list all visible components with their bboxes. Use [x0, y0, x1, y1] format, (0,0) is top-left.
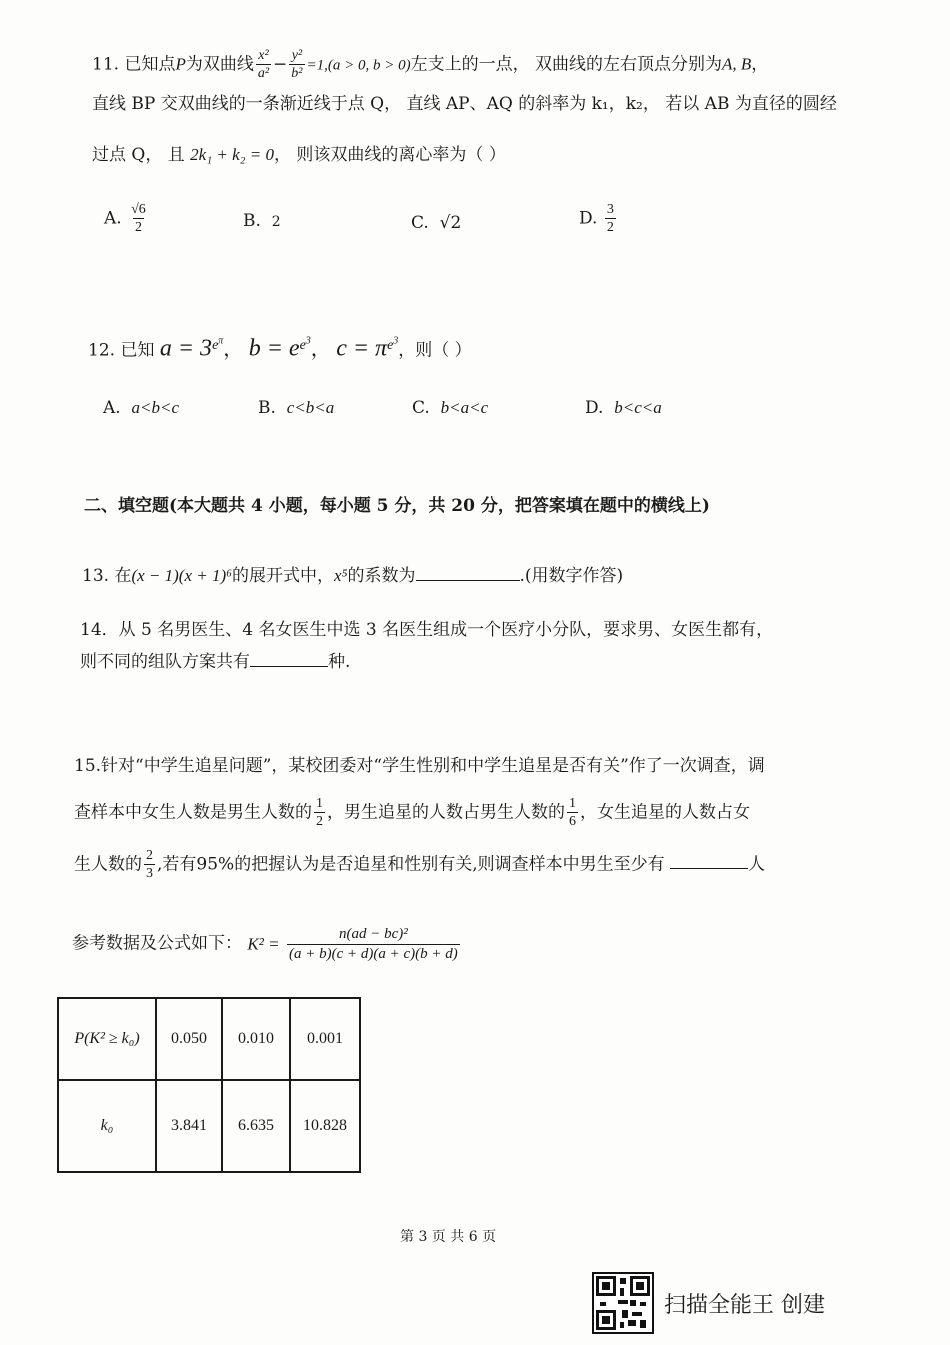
option-label: A.: [103, 398, 121, 418]
exp2: π: [218, 335, 224, 346]
q11-point-p: P: [175, 54, 186, 74]
q12-text: 已知: [120, 340, 155, 361]
q11-vertices: A, B: [722, 54, 752, 74]
option-value: a<b<c: [131, 398, 179, 417]
table-cell: 3.841: [156, 1080, 222, 1172]
scanner-watermark: 扫描全能王 创建: [664, 1293, 825, 1318]
table-cell: 6.635: [222, 1080, 290, 1172]
q15-frac-3: [144, 848, 155, 882]
option-label: B.: [258, 398, 276, 418]
reference-table-wrap: [57, 997, 361, 1173]
option-fraction: [605, 202, 616, 236]
option-fraction: [129, 202, 148, 236]
reference-formula: [72, 926, 462, 962]
q11-frac-x: [256, 48, 271, 82]
q12-text: ，则（ ）: [398, 340, 472, 361]
q14-line2: [80, 652, 350, 671]
q11-text: 过点 Q， 且: [92, 145, 185, 165]
q12-option-d: [585, 399, 662, 417]
q15-line3: [74, 848, 765, 882]
minus-sign: −: [273, 54, 288, 75]
q13-x5: x⁵: [334, 566, 348, 585]
frac-denominator: 2: [606, 220, 614, 236]
q15-frac-1: [314, 796, 325, 830]
q11-text: 左支上的一点， 双曲线的左右顶点分别为: [410, 54, 723, 75]
q12-number: 12.: [88, 340, 116, 361]
qr-module: [632, 1312, 642, 1316]
option-value: c<b<a: [286, 398, 335, 417]
reference-table: [57, 997, 361, 1173]
exp: e: [212, 337, 219, 353]
frac-numerator: x²: [258, 48, 269, 63]
q12-c-exp: [387, 335, 399, 353]
frac-denominator: (a + b)(c + d)(a + c)(b + d): [288, 945, 458, 962]
section-heading: 二、填空题(本大题共 4 小题，每小题 5 分，共 20 分，把答案填在题中的横线上): [84, 496, 710, 516]
answer-blank[interactable]: [416, 566, 520, 581]
frac-numerator: 1: [316, 796, 323, 811]
qr-module: [620, 1288, 624, 1296]
q15-line1: 15.针对“中学生追星问题”，某校团委对“学生性别和中学生追星是否有关”作了一次调查，调: [74, 756, 765, 776]
q11-equation: 2k₁ + k₂ = 0: [190, 145, 275, 164]
answer-blank[interactable]: [250, 652, 328, 667]
table-cell: 0.050: [156, 998, 222, 1080]
q13-expression: (x − 1)(x + 1)⁶: [131, 566, 233, 585]
q12-option-a: [103, 399, 179, 417]
frac-numerator: 3: [606, 202, 614, 217]
q11-option-c: [411, 215, 461, 232]
q15-text: ，女生追星的人数占女: [580, 802, 750, 823]
qr-module: [620, 1322, 624, 1328]
page-number: 第 3 页 共 6 页: [400, 1229, 497, 1245]
q15-text: ，男生追星的人数占男生人数的: [327, 802, 565, 823]
q11-option-b: [243, 213, 281, 230]
table-header-cell: k₀: [58, 1080, 156, 1172]
q11-frac-y: [289, 48, 304, 82]
q13-text: 的系数为: [347, 566, 416, 586]
qr-module: [600, 1302, 606, 1306]
q15-line2: [74, 796, 750, 830]
q13-number: 13.: [82, 566, 110, 586]
q12-b: b = e: [248, 335, 300, 362]
option-label: B.: [243, 211, 261, 231]
frac-denominator: 2: [134, 220, 142, 236]
frac-numerator: 2: [146, 848, 153, 863]
q12-a-exp: [212, 335, 224, 353]
option-label: C.: [411, 213, 429, 233]
q13-text: .(用数字作答): [519, 566, 624, 586]
q12-option-c: [412, 399, 488, 417]
q14-line1: 14．从 5 名男医生、4 名女医生中选 3 名医生组成一个医疗小分队，要求男、女医生都有，: [80, 620, 774, 640]
qr-corner: [596, 1310, 616, 1330]
qr-module: [640, 1302, 646, 1306]
q13-text: 的展开式中，: [232, 566, 335, 586]
sep: ，: [310, 336, 331, 361]
k2-symbol: K² =: [247, 934, 280, 954]
option-label: D.: [585, 398, 604, 418]
exp: e: [299, 337, 306, 353]
exp: e: [387, 337, 394, 353]
qr-corner: [596, 1276, 616, 1296]
sep: ，: [223, 336, 244, 361]
q11-condition: =1,(a > 0, b > 0): [306, 57, 411, 74]
qr-module: [622, 1310, 628, 1318]
reference-label: 参考数据及公式如下：: [72, 933, 242, 954]
q11-line3: [92, 146, 506, 164]
qr-module: [620, 1278, 626, 1284]
q15-frac-2: [567, 796, 578, 830]
qr-corner: [630, 1276, 650, 1296]
frac-numerator: √6: [131, 202, 146, 217]
q11-text: ， 则该双曲线的离心率为（ ）: [274, 145, 506, 165]
frac-denominator: b²: [291, 66, 303, 82]
qr-module: [640, 1320, 646, 1328]
q15-text: 人: [748, 854, 765, 875]
q14-text: 种.: [328, 652, 351, 672]
option-value: b<c<a: [614, 398, 662, 417]
q11-text: 已知点: [124, 54, 176, 75]
table-row: [58, 998, 360, 1080]
frac-denominator: 3: [146, 866, 153, 882]
q14-text: 则不同的组队方案共有: [80, 652, 250, 672]
frac-denominator: a²: [257, 66, 270, 82]
q11-text: 为双曲线: [185, 54, 254, 75]
q11-line2: 直线 BP 交双曲线的一条渐近线于点 Q， 直线 AP、AQ 的斜率为 k₁，k₂， 若以 AB 为直径的圆经: [92, 94, 837, 114]
q15-text: 查样本中女生人数是男生人数的: [74, 802, 312, 823]
qr-code-icon: [592, 1272, 654, 1334]
exp2: 3: [393, 335, 399, 346]
q11-option-a: [104, 202, 150, 236]
option-label: C.: [412, 398, 430, 418]
q13: [82, 566, 623, 585]
q11-option-d: [579, 202, 618, 236]
q15-text: 生人数的: [74, 854, 142, 875]
q12-c: c = π: [336, 335, 388, 362]
qr-module: [630, 1300, 636, 1306]
q13-text: 在: [114, 566, 132, 586]
q12-stem: [88, 336, 472, 360]
qr-module: [628, 1320, 636, 1326]
option-value: 2: [271, 214, 281, 230]
exp2: 3: [305, 335, 311, 346]
table-cell: 10.828: [290, 1080, 360, 1172]
option-value: b<a<c: [440, 398, 489, 417]
frac-numerator: y²: [291, 48, 303, 63]
option-label: A.: [104, 208, 122, 229]
qr-module: [618, 1300, 628, 1304]
q11-line1: [92, 48, 768, 82]
q11-number: 11.: [92, 54, 120, 75]
table-cell: 0.001: [290, 998, 360, 1080]
k2-formula: [287, 926, 460, 962]
option-value: √2: [439, 213, 462, 233]
comma: ，: [751, 54, 769, 75]
q12-b-exp: [299, 335, 311, 353]
frac-numerator: n(ad − bc)²: [338, 926, 408, 942]
frac-numerator: 1: [569, 796, 576, 811]
option-label: D.: [579, 208, 598, 229]
q12-option-b: [258, 399, 334, 417]
table-row: [58, 1080, 360, 1172]
frac-denominator: 2: [316, 814, 323, 830]
table-header-cell: P(K² ≥ k₀): [58, 998, 156, 1080]
frac-denominator: 6: [569, 814, 576, 830]
answer-blank[interactable]: [670, 854, 748, 869]
q12-a: a = 3: [159, 335, 213, 362]
q15-text: ,若有95%的把握认为是否追星和性别有关,则调查样本中男生至少有: [157, 854, 665, 875]
table-cell: 0.010: [222, 998, 290, 1080]
